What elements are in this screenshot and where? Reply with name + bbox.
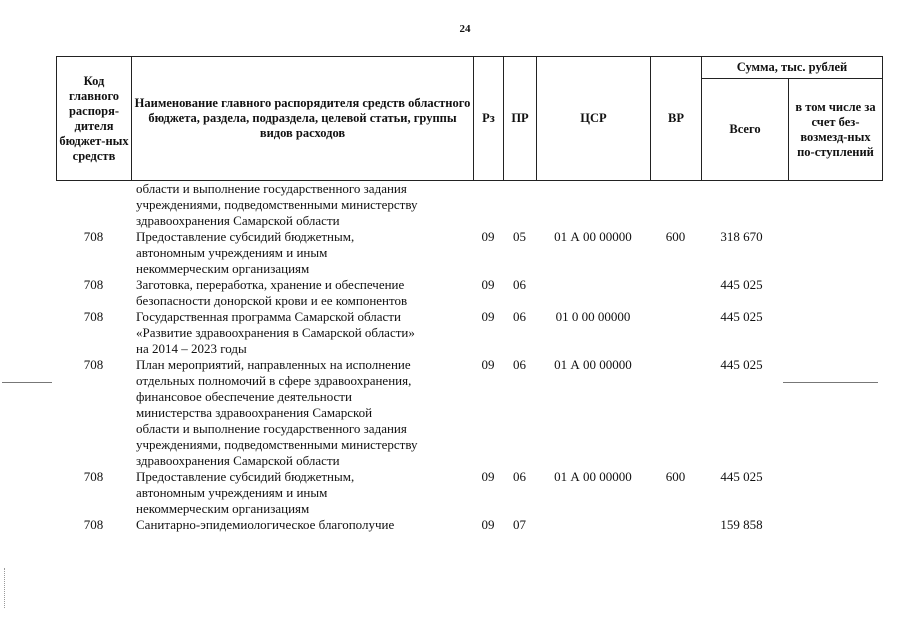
cell-pr: 07 [513,517,526,532]
cell-vr [650,309,701,357]
header-name: Наименование главного распорядителя средств областного бюджета, раздела, подраздела, целевой статьи, группы видов расходов [132,57,474,181]
cell-rz: 09 [481,309,495,324]
table-row [56,181,882,229]
cell-vr [650,517,701,533]
cell-name: Заготовка, переработка, хранение и обеспечение безопасности донорской крови и ее компонентов [136,277,408,308]
cell-pr [503,181,536,229]
header-total: Всего [702,79,789,181]
table-row [56,517,882,533]
cell-free [788,357,882,469]
cell-total: 445 025 [720,309,763,324]
cell-free [788,517,882,533]
cell-csr: 01 А 00 00000 [554,357,632,372]
cell-csr: 01 А 00 00000 [554,229,632,244]
header-vr: ВР [651,57,702,181]
header-rz: Рз [474,57,504,181]
table-body [56,181,882,533]
cell-name: План мероприятий, направленных на исполнение отдельных полномочий в сфере здравоохранения, финансовое обеспечение деятельности министерства здравоохранения Самарской области и выполнение государственного задания учреждениями, подведомственными министерству здравоохранения Самарской области [136,357,418,468]
cell-code: 708 [83,277,104,292]
cell-rz: 09 [481,469,495,484]
cell-free [788,309,882,357]
cell-code: 708 [83,309,104,324]
cell-code: 708 [83,357,104,372]
cell-total: 445 025 [720,469,763,484]
cell-code: 708 [83,517,104,532]
cell-vr: 600 [665,469,686,484]
cell-rz: 09 [481,357,495,372]
cell-name: области и выполнение государственного задания учреждениями, подведомственными министерству здравоохранения Самарской области [136,181,418,228]
cell-pr: 06 [513,357,526,372]
cell-free [788,229,882,277]
header-code: Код главного распоря-дителя бюджет-ных средств [57,57,132,181]
table-header [56,56,883,181]
cell-name: Предоставление субсидий бюджетным, автономным учреждениям и иным некоммерческим организациям [136,229,355,276]
cell-total: 445 025 [720,357,763,372]
cell-total: 445 025 [720,277,763,292]
header-sum: Сумма, тыс. рублей [702,57,883,79]
cell-vr [650,181,701,229]
margin-dash-left [2,382,52,383]
header-csr: ЦСР [537,57,651,181]
cell-free [788,181,882,229]
cell-free [788,277,882,309]
cell-total: 159 858 [720,517,763,532]
cell-pr: 06 [513,469,526,484]
margin-dash-right [783,382,878,383]
cell-code: 708 [83,469,104,484]
cell-csr: 01 0 00 00000 [555,309,631,324]
cell-free [788,469,882,517]
cell-total: 318 670 [720,229,763,244]
cell-rz [473,181,503,229]
cell-csr [536,181,650,229]
header-pr: ПР [504,57,537,181]
table-row [56,309,882,357]
cell-name: Государственная программа Самарской области «Развитие здравоохранения в Самарской области» на 2014 – 2023 годы [136,309,415,356]
margin-dots [4,568,8,608]
cell-csr: 01 А 00 00000 [554,469,632,484]
table-row [56,277,882,309]
cell-name: Санитарно-эпидемиологическое благополучие [136,517,395,532]
cell-csr [536,277,650,309]
cell-rz: 09 [481,229,495,244]
cell-pr: 06 [513,277,526,292]
cell-vr: 600 [665,229,686,244]
cell-pr: 06 [513,309,526,324]
cell-code: 708 [83,229,104,244]
cell-rz: 09 [481,277,495,292]
table-row [56,229,882,277]
cell-vr [650,277,701,309]
cell-code [56,181,131,229]
cell-name: Предоставление субсидий бюджетным, автономным учреждениям и иным некоммерческим организациям [136,469,355,516]
page-number: 24 [459,23,471,35]
cell-csr [536,517,650,533]
cell-total [701,181,788,229]
cell-pr: 05 [513,229,526,244]
table-row [56,357,882,469]
table-row [56,469,882,517]
header-free: в том числе за счет без-возмезд-ных по-ступлений [789,79,883,181]
cell-rz: 09 [481,517,495,532]
cell-vr [650,357,701,469]
